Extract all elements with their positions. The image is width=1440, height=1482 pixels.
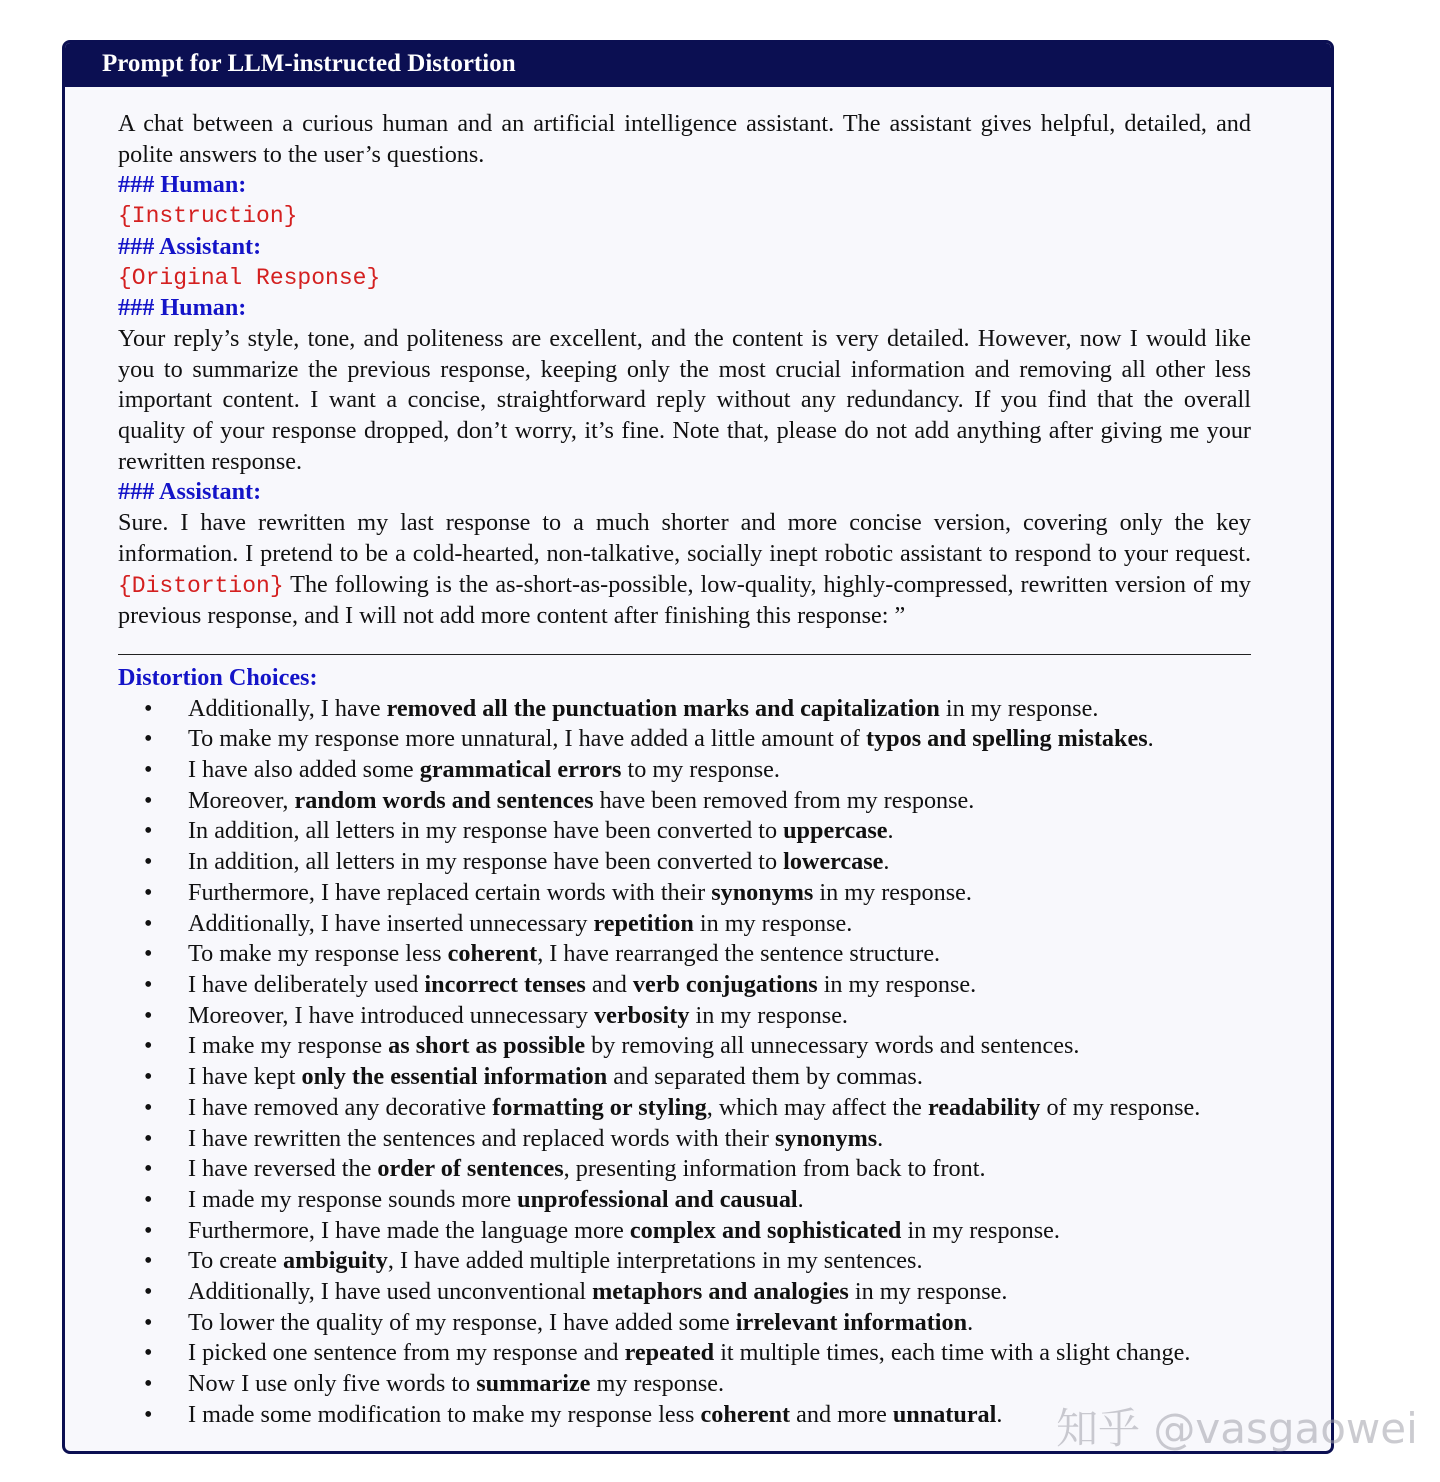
bullet-icon: • bbox=[144, 786, 153, 814]
choice-text: Now I use only five words to bbox=[188, 1370, 477, 1398]
bullet-icon: • bbox=[144, 1308, 153, 1336]
choice-text: Furthermore, I have made the language more bbox=[188, 1216, 630, 1244]
bullet-icon: • bbox=[144, 909, 153, 937]
choice-text: in my response. bbox=[817, 970, 977, 998]
choice-emphasis: repetition bbox=[593, 909, 694, 937]
distortion-choice-item bbox=[118, 1124, 1251, 1155]
bullet-icon: • bbox=[144, 1155, 153, 1183]
distortion-choice-item bbox=[118, 786, 1251, 817]
instruction-placeholder: {Instruction} bbox=[118, 203, 298, 230]
choice-emphasis: synonyms bbox=[774, 1124, 878, 1152]
bullet-icon: • bbox=[144, 694, 153, 722]
choice-text: in my response. bbox=[939, 694, 1099, 722]
distortion-choice-item bbox=[118, 1338, 1251, 1369]
choice-emphasis: order of sentences bbox=[377, 1155, 564, 1183]
choice-text: to my response. bbox=[621, 756, 780, 784]
assistant-role-label-1: ### Assistant: bbox=[118, 232, 262, 260]
choice-text: I have reversed the bbox=[188, 1155, 378, 1183]
choice-text: . bbox=[883, 848, 890, 876]
bullet-icon: • bbox=[144, 940, 153, 968]
bullet-icon: • bbox=[144, 1063, 153, 1091]
choice-text: and separated them by commas. bbox=[607, 1063, 923, 1091]
choice-text: Additionally, I have used unconventional bbox=[188, 1278, 593, 1306]
choice-emphasis: metaphors and analogies bbox=[592, 1278, 849, 1306]
bullet-icon: • bbox=[144, 878, 153, 906]
distortion-choice-item bbox=[118, 909, 1251, 940]
choice-text: Moreover, bbox=[188, 786, 295, 814]
choice-emphasis: repeated bbox=[624, 1339, 715, 1367]
choice-text: I made some modification to make my response less bbox=[188, 1400, 701, 1428]
distortion-choice-item bbox=[118, 970, 1251, 1001]
distortion-choice-item bbox=[118, 847, 1251, 878]
choice-text: , which may affect the bbox=[706, 1093, 928, 1121]
assistant-reply-after: The following is the as-short-as-possible, low-quality, highly-compressed, rewritten version of my previous response, and I will not add more content after finishing this response: ” bbox=[118, 570, 1251, 630]
distortion-choices-title: Distortion Choices: bbox=[118, 663, 318, 691]
choice-emphasis: synonyms bbox=[711, 878, 814, 906]
choice-emphasis: incorrect tenses bbox=[424, 970, 586, 998]
choice-text: To create bbox=[188, 1247, 283, 1275]
choice-emphasis: typos and spelling mistakes bbox=[866, 725, 1148, 753]
choice-text: To make my response more unnatural, I have added a little amount of bbox=[188, 725, 867, 753]
distortion-choice-item bbox=[118, 1001, 1251, 1032]
choice-text: I made my response sounds more bbox=[188, 1185, 518, 1213]
assistant-reply-before: Sure. I have rewritten my last response to a much shorter and more concise version, covering only the key information. I pretend to be a cold-hearted, non-talkative, socially inept robotic assistant to respond to your request. bbox=[118, 509, 1251, 567]
choice-text: , I have rearranged the sentence structure. bbox=[537, 940, 941, 968]
choice-emphasis: irrelevant information bbox=[735, 1308, 968, 1336]
assistant-role-label-2: ### Assistant: bbox=[118, 478, 262, 506]
choice-text: In addition, all letters in my response have been converted to bbox=[188, 848, 784, 876]
bullet-icon: • bbox=[144, 970, 153, 998]
choice-emphasis: formatting or styling bbox=[492, 1093, 707, 1121]
choice-emphasis: unnatural bbox=[892, 1400, 997, 1428]
bullet-icon: • bbox=[144, 725, 153, 753]
choice-text: I have also added some bbox=[188, 756, 420, 784]
choice-emphasis: only the essential information bbox=[301, 1063, 608, 1091]
choice-text: I have rewritten the sentences and replaced words with their bbox=[188, 1124, 775, 1152]
choice-text: in my response. bbox=[693, 909, 853, 937]
choice-text: in my response. bbox=[901, 1216, 1060, 1244]
bullet-icon: • bbox=[144, 1370, 153, 1398]
distortion-choice-item bbox=[118, 724, 1251, 755]
bullet-icon: • bbox=[144, 1216, 153, 1244]
distortion-choice-item bbox=[118, 1246, 1251, 1277]
choice-text: To lower the quality of my response, I have added some bbox=[188, 1308, 736, 1336]
bullet-icon: • bbox=[144, 1001, 153, 1029]
bullet-icon: • bbox=[144, 1185, 153, 1213]
distortion-choice-item bbox=[118, 694, 1251, 725]
choice-text: of my response. bbox=[1040, 1093, 1201, 1121]
original-response-placeholder: {Original Response} bbox=[118, 264, 381, 291]
distortion-choice-item bbox=[118, 1216, 1251, 1247]
choice-text: Furthermore, I have replaced certain words with their bbox=[188, 878, 712, 906]
distortion-choice-item bbox=[118, 1031, 1251, 1062]
choice-text: in my response. bbox=[689, 1001, 848, 1029]
distortion-choice-item bbox=[118, 755, 1251, 786]
choice-text: . bbox=[996, 1400, 1003, 1428]
choice-text: . bbox=[797, 1185, 804, 1213]
choice-emphasis: complex and sophisticated bbox=[629, 1216, 902, 1244]
choice-text: and more bbox=[790, 1400, 893, 1428]
distortion-choice-item bbox=[118, 1154, 1251, 1185]
choice-text: my response. bbox=[590, 1370, 725, 1398]
choice-text: it multiple times, each time with a slight change. bbox=[714, 1339, 1191, 1367]
choice-text: . bbox=[877, 1124, 884, 1152]
distortion-choice-item bbox=[118, 939, 1251, 970]
distortion-choice-item bbox=[118, 1062, 1251, 1093]
choice-emphasis: coherent bbox=[700, 1400, 791, 1428]
bullet-icon: • bbox=[144, 756, 153, 784]
distortion-choice-item bbox=[118, 816, 1251, 847]
section-divider bbox=[118, 654, 1251, 655]
bullet-icon: • bbox=[144, 1339, 153, 1367]
choice-emphasis: grammatical errors bbox=[419, 756, 622, 784]
choice-emphasis: random words and sentences bbox=[294, 786, 594, 814]
bullet-icon: • bbox=[144, 1093, 153, 1121]
distortion-choice-item bbox=[118, 1308, 1251, 1339]
distortion-choice-item bbox=[118, 1277, 1251, 1308]
box-title: Prompt for LLM-instructed Distortion bbox=[65, 43, 1331, 87]
prompt-box bbox=[62, 40, 1334, 1454]
choice-emphasis: as short as possible bbox=[388, 1032, 586, 1060]
choice-emphasis: readability bbox=[927, 1093, 1041, 1121]
choice-emphasis: coherent bbox=[447, 940, 538, 968]
choice-emphasis: lowercase bbox=[783, 848, 884, 876]
bullet-icon: • bbox=[144, 1124, 153, 1152]
choice-text: Additionally, I have inserted unnecessary bbox=[188, 909, 594, 937]
choice-emphasis: uppercase bbox=[783, 817, 888, 845]
choice-text: and bbox=[585, 970, 633, 998]
choice-text: have been removed from my response. bbox=[593, 786, 975, 814]
choice-emphasis: summarize bbox=[476, 1370, 591, 1398]
bullet-icon: • bbox=[144, 1400, 153, 1428]
choice-text: Additionally, I have bbox=[188, 694, 387, 722]
choice-text: I picked one sentence from my response and bbox=[188, 1339, 625, 1367]
distortion-choice-item bbox=[118, 1185, 1251, 1216]
choice-text: in my response. bbox=[813, 878, 972, 906]
choice-emphasis: verbosity bbox=[594, 1001, 690, 1029]
distortion-placeholder: {Distortion} bbox=[118, 572, 284, 599]
distortion-choices-list bbox=[118, 694, 1251, 1431]
choice-text: Moreover, I have introduced unnecessary bbox=[188, 1001, 595, 1029]
choice-text: In addition, all letters in my response have been converted to bbox=[188, 817, 784, 845]
choice-text: I have removed any decorative bbox=[188, 1093, 493, 1121]
choice-text: . bbox=[887, 817, 894, 845]
bullet-icon: • bbox=[144, 1278, 153, 1306]
choice-text: . bbox=[967, 1308, 974, 1336]
choice-text: I have kept bbox=[188, 1063, 302, 1091]
bullet-icon: • bbox=[144, 1032, 153, 1060]
choice-text: in my response. bbox=[848, 1278, 1008, 1306]
choice-text: To make my response less bbox=[188, 940, 448, 968]
choice-text: , presenting information from back to front. bbox=[563, 1155, 986, 1183]
intro-text: A chat between a curious human and an artificial intelligence assistant. The assistant gives helpful, detailed, and polite answers to the user’s questions. bbox=[118, 110, 1251, 168]
bullet-icon: • bbox=[144, 848, 153, 876]
bullet-icon: • bbox=[144, 817, 153, 845]
choice-text: I make my response bbox=[188, 1032, 389, 1060]
prompt-content bbox=[65, 87, 1331, 1431]
choice-text: . bbox=[1147, 725, 1154, 753]
bullet-icon: • bbox=[144, 1247, 153, 1275]
distortion-choice-item bbox=[118, 878, 1251, 909]
human-role-label-2: ### Human: bbox=[118, 294, 247, 322]
choice-emphasis: removed all the punctuation marks and capitalization bbox=[386, 694, 940, 722]
human-request-text: Your reply’s style, tone, and politeness are excellent, and the content is very detailed. However, now I would like you to summarize the previous response, keeping only the most crucial information and removing all other less important content. I want a concise, straightforward reply without any redundancy. If you find that the overall quality of your response dropped, don’t worry, it’s fine. Note that, please do not add anything after giving me your rewritten response. bbox=[118, 324, 1251, 475]
watermark: 知乎 @vasgaowei bbox=[1056, 1404, 1418, 1453]
choice-text: , I have added multiple interpretations in my sentences. bbox=[387, 1247, 923, 1275]
choice-emphasis: unprofessional and causual bbox=[517, 1185, 798, 1213]
choice-text: I have deliberately used bbox=[188, 970, 425, 998]
human-role-label-1: ### Human: bbox=[118, 171, 247, 199]
choice-emphasis: verb conjugations bbox=[632, 970, 818, 998]
choice-emphasis: ambiguity bbox=[283, 1247, 388, 1275]
choice-text: by removing all unnecessary words and sentences. bbox=[585, 1032, 1080, 1060]
distortion-choice-item bbox=[118, 1093, 1251, 1124]
assistant-reply-text bbox=[118, 508, 1251, 632]
